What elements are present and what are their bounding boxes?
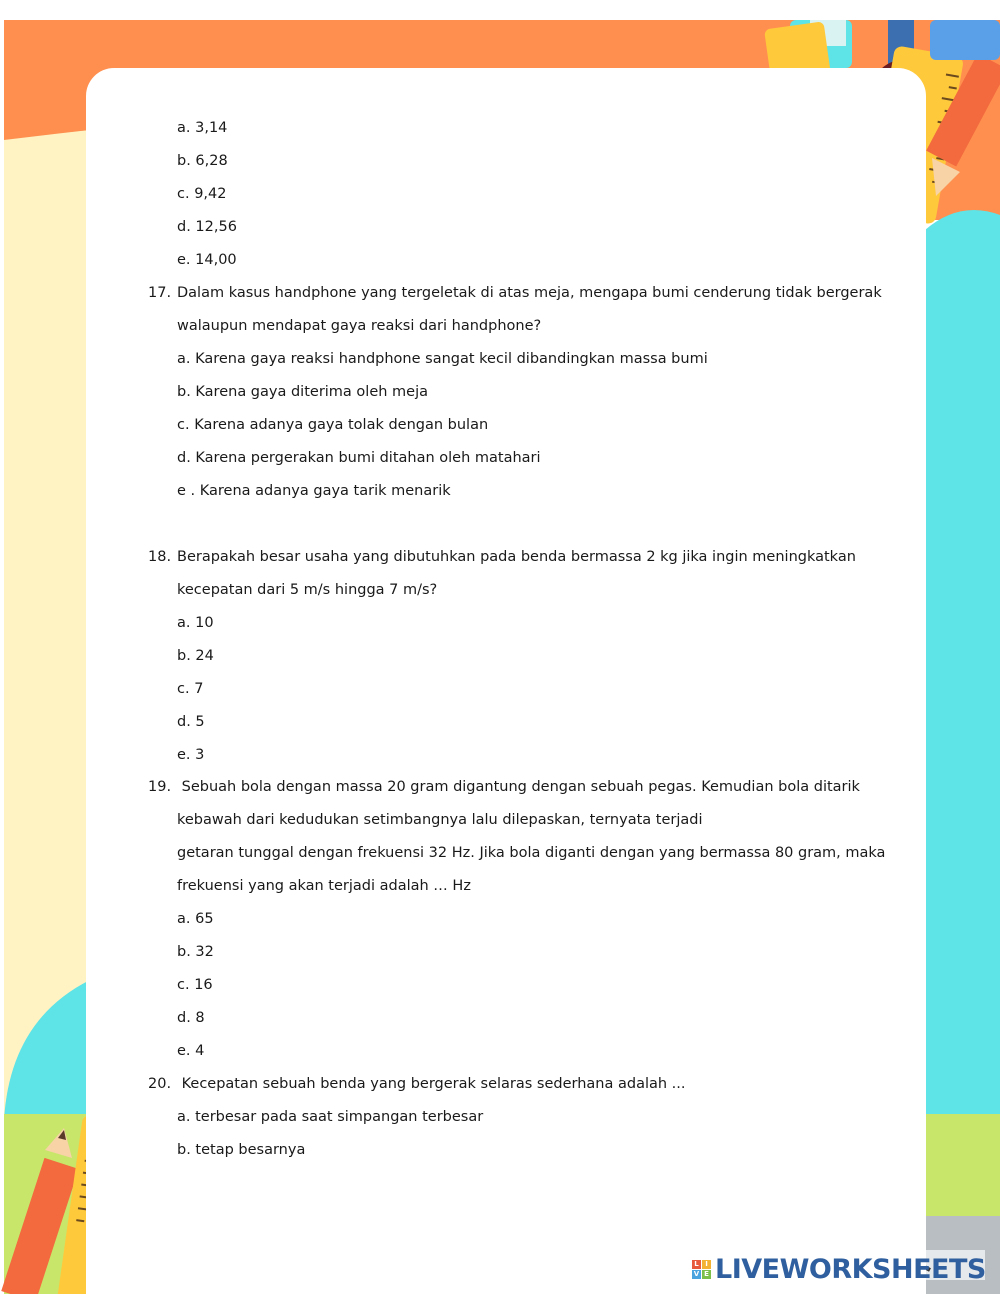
- option-d[interactable]: d. 12,56: [177, 219, 237, 235]
- option-b[interactable]: b. 32: [177, 944, 214, 960]
- option-b[interactable]: b. 24: [177, 648, 214, 664]
- option-d[interactable]: d. 8: [177, 1010, 205, 1026]
- option-b[interactable]: b. 6,28: [177, 153, 228, 169]
- question-text: Kecepatan sebuah benda yang bergerak selaras sederhana adalah ...: [177, 1076, 686, 1092]
- liveworksheets-logo: [692, 1252, 986, 1286]
- option-e[interactable]: e. 3: [177, 747, 205, 763]
- question-number: 17.: [148, 285, 172, 301]
- question-number: 18.: [148, 549, 172, 565]
- option-c[interactable]: c. 16: [177, 977, 213, 993]
- option-a[interactable]: a. Karena gaya reaksi handphone sangat kecil dibandingkan massa bumi: [177, 351, 708, 367]
- question-text: kebawah dari kedudukan setimbangnya lalu dilepaskan, ternyata terjadi: [177, 812, 703, 828]
- question-text: frekuensi yang akan terjadi adalah … Hz: [177, 878, 471, 894]
- option-c[interactable]: c. Karena adanya gaya tolak dengan bulan: [177, 417, 489, 433]
- logo-badge-icon: L I V E: [692, 1260, 711, 1279]
- question-text: Sebuah bola dengan massa 20 gram digantung dengan sebuah pegas. Kemudian bola ditarik: [177, 779, 860, 795]
- question-19: [148, 777, 860, 797]
- question-text: walaupun mendapat gaya reaksi dari handphone?: [177, 318, 542, 334]
- option-c[interactable]: c. 9,42: [177, 186, 227, 202]
- question-text: kecepatan dari 5 m/s hingga 7 m/s?: [177, 582, 438, 598]
- option-e[interactable]: e. 4: [177, 1043, 205, 1059]
- option-c[interactable]: c. 7: [177, 681, 204, 697]
- option-d[interactable]: d. Karena pergerakan bumi ditahan oleh matahari: [177, 450, 541, 466]
- option-e[interactable]: e . Karena adanya gaya tarik menarik: [177, 483, 451, 499]
- question-text: Berapakah besar usaha yang dibutuhkan pada benda bermassa 2 kg jika ingin meningkatkan: [177, 549, 856, 565]
- option-b[interactable]: b. tetap besarnya: [177, 1142, 306, 1158]
- question-text: Dalam kasus handphone yang tergeletak di atas meja, mengapa bumi cenderung tidak bergerak: [177, 285, 882, 301]
- option-a[interactable]: a. terbesar pada saat simpangan terbesar: [177, 1109, 484, 1125]
- question-18: [148, 547, 856, 567]
- option-e[interactable]: e. 14,00: [177, 252, 237, 268]
- option-d[interactable]: d. 5: [177, 714, 205, 730]
- option-a[interactable]: a. 10: [177, 615, 214, 631]
- question-17: [148, 283, 882, 303]
- question-number: 19.: [148, 779, 172, 795]
- question-number: 20.: [148, 1076, 172, 1092]
- option-a[interactable]: a. 65: [177, 911, 214, 927]
- logo-text: LIVEWORKSHEETS: [715, 1253, 986, 1285]
- option-a[interactable]: a. 3,14: [177, 120, 228, 136]
- question-20: [148, 1074, 686, 1094]
- question-text: getaran tunggal dengan frekuensi 32 Hz. Jika bola diganti dengan yang bermassa 80 gram, maka: [177, 845, 886, 861]
- option-b[interactable]: b. Karena gaya diterima oleh meja: [177, 384, 429, 400]
